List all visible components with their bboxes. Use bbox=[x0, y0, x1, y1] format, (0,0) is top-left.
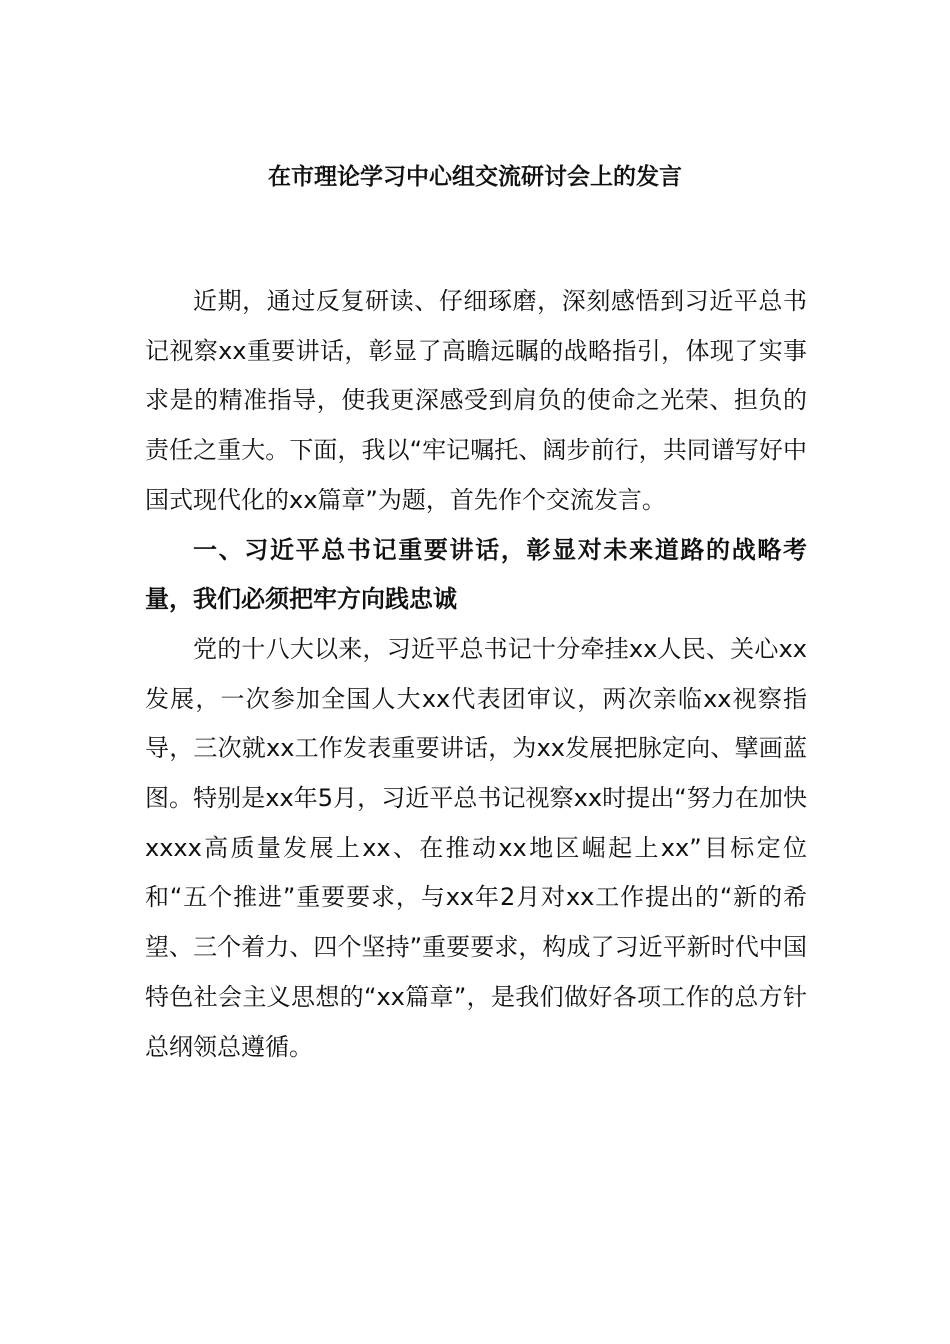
paragraph-section-1: 党的十八大以来，习近平总书记十分牵挂xx人民、关心xx发展，一次参加全国人大xx代表团审议，两次亲临xx视察指导，三次就xx工作发表重要讲话，为xx发展把脉定向、擘画蓝图。特别是xx年5月，习近平总书记视察xx时提出“努力在加快xxxx高质量发展上xx、在推动xx地区崛起上xx”目标定位和“五个推进”重要要求，与xx年2月对xx工作提出的“新的希望、三个着力、四个坚持”重要要求，构成了习近平新时代中国特色社会主义思想的“xx篇章”，是我们做好各项工作的总方针总纲领总遵循。 bbox=[145, 634, 807, 1061]
paragraph-intro: 近期，通过反复研读、仔细琢磨，深刻感悟到习近平总书记视察xx重要讲话，彰显了高瞻远瞩的战略指引，体现了实事求是的精准指导，使我更深感受到肩负的使命之光荣、担负的责任之重大。下面，我以“牢记嘱托、阔步前行，共同谱写好中国式现代化的xx篇章”为题，首先作个交流发言。 bbox=[145, 287, 807, 514]
document-title: 在市理论学习中心组交流研讨会上的发言 bbox=[268, 164, 682, 190]
section-heading-1: 一、习近平总书记重要讲话，彰显对未来道路的战略考量，我们必须把牢方向践忠诚 bbox=[145, 535, 807, 614]
document-body bbox=[145, 277, 807, 1072]
